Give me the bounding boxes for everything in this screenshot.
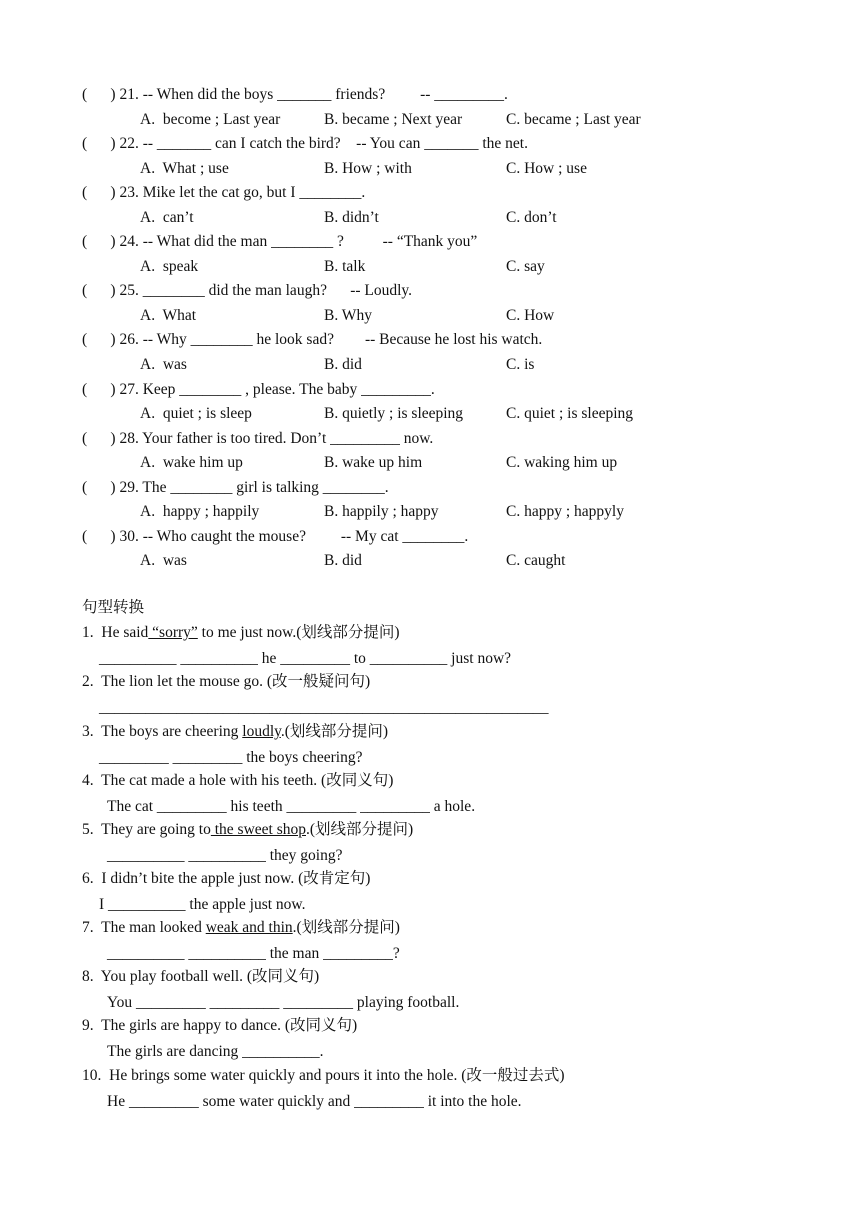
option-29-c: C. happy ; happyly — [506, 503, 624, 520]
question-29: ( ) 29. The ________ girl is talking ________. — [82, 479, 389, 496]
option-24-b: B. talk — [324, 258, 366, 275]
section-title: 句型转换 — [82, 599, 145, 616]
transform-1-answer: __________ __________ he _________ to __________ just now? — [99, 650, 512, 667]
option-27-c: C. quiet ; is sleeping — [506, 405, 634, 422]
option-24-a: A. speak — [140, 258, 199, 275]
transform-8: 8. You play football well. (改同义句) — [82, 968, 320, 985]
transform-10: 10. He brings some water quickly and pours it into the hole. (改一般过去式) — [82, 1067, 565, 1084]
option-28-b: B. wake up him — [324, 454, 423, 471]
transform-2-answer: __________________________________________________________ — [99, 699, 549, 716]
question-21: ( ) 21. -- When did the boys _______ friends? -- _________. — [82, 86, 508, 103]
option-22-b: B. How ; with — [324, 160, 412, 177]
transform-7: 7. The man looked weak and thin.(划线部分提问) — [82, 919, 400, 936]
option-29-b: B. happily ; happy — [324, 503, 439, 520]
transform-6: 6. I didn’t bite the apple just now. (改肯定句) — [82, 870, 371, 887]
transform-6-answer: I __________ the apple just now. — [99, 896, 306, 913]
option-22-a: A. What ; use — [140, 160, 229, 177]
question-28: ( ) 28. Your father is too tired. Don’t _________ now. — [82, 430, 434, 447]
transform-5-answer: __________ __________ they going? — [107, 847, 343, 864]
option-27-a: A. quiet ; is sleep — [140, 405, 252, 422]
question-24: ( ) 24. -- What did the man ________ ? -- “Thank you” — [82, 233, 478, 250]
question-30: ( ) 30. -- Who caught the mouse? -- My cat ________. — [82, 528, 469, 545]
option-30-a: A. was — [140, 552, 187, 569]
transform-5: 5. They are going to the sweet shop.(划线部分提问) — [82, 821, 414, 838]
question-27: ( ) 27. Keep ________ , please. The baby _________. — [82, 381, 435, 398]
option-27-b: B. quietly ; is sleeping — [324, 405, 464, 422]
option-25-b: B. Why — [324, 307, 372, 324]
option-25-c: C. How — [506, 307, 555, 324]
transform-9-answer: The girls are dancing __________. — [107, 1043, 324, 1060]
transform-10-answer: He _________ some water quickly and _________ it into the hole. — [107, 1093, 522, 1110]
question-26: ( ) 26. -- Why ________ he look sad? -- Because he lost his watch. — [82, 331, 543, 348]
option-28-a: A. wake him up — [140, 454, 243, 471]
option-22-c: C. How ; use — [506, 160, 587, 177]
transform-9: 9. The girls are happy to dance. (改同义句) — [82, 1017, 358, 1034]
question-23: ( ) 23. Mike let the cat go, but I ________. — [82, 184, 366, 201]
option-28-c: C. waking him up — [506, 454, 618, 471]
option-23-b: B. didn’t — [324, 209, 379, 226]
option-26-b: B. did — [324, 356, 362, 373]
transform-4: 4. The cat made a hole with his teeth. (改同义句) — [82, 772, 394, 789]
option-21-a: A. become ; Last year — [140, 111, 281, 128]
transform-7-answer: __________ __________ the man _________? — [107, 945, 400, 962]
transform-1: 1. He said “sorry” to me just now.(划线部分提问) — [82, 624, 400, 641]
option-21-b: B. became ; Next year — [324, 111, 463, 128]
transform-3: 3. The boys are cheering loudly.(划线部分提问) — [82, 723, 389, 740]
question-25: ( ) 25. ________ did the man laugh? -- Loudly. — [82, 282, 413, 299]
transform-2: 2. The lion let the mouse go. (改一般疑问句) — [82, 673, 371, 690]
option-21-c: C. became ; Last year — [506, 111, 641, 128]
transform-8-answer: You _________ _________ _________ playing football. — [107, 994, 460, 1011]
option-26-a: A. was — [140, 356, 187, 373]
transform-4-answer: The cat _________ his teeth _________ _________ a hole. — [107, 798, 476, 815]
question-22: ( ) 22. -- _______ can I catch the bird? -- You can _______ the net. — [82, 135, 528, 152]
option-23-c: C. don’t — [506, 209, 557, 226]
option-23-a: A. can’t — [140, 209, 194, 226]
option-24-c: C. say — [506, 258, 545, 275]
transform-3-answer: _________ _________ the boys cheering? — [99, 749, 363, 766]
option-30-c: C. caught — [506, 552, 566, 569]
option-29-a: A. happy ; happily — [140, 503, 260, 520]
option-26-c: C. is — [506, 356, 535, 373]
option-25-a: A. What — [140, 307, 197, 324]
option-30-b: B. did — [324, 552, 362, 569]
